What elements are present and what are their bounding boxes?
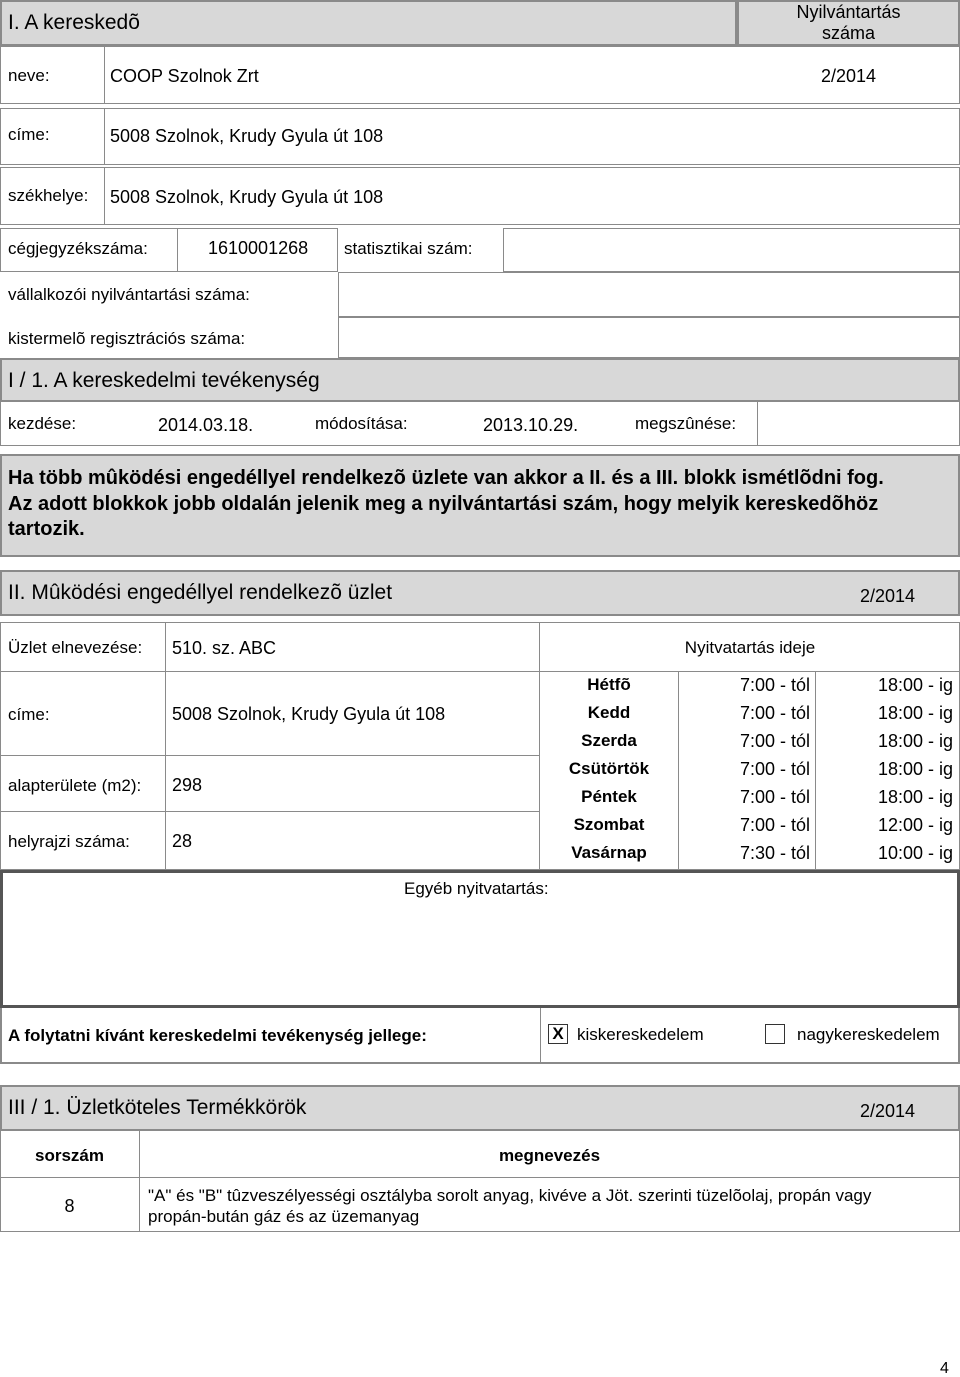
area-value-cell: [165, 756, 540, 812]
entrepreneur-label: vállalkozói nyilvántartási száma:: [8, 285, 250, 304]
hours-from: 7:00 - tól: [740, 787, 811, 807]
seat-label: székhelye:: [8, 186, 89, 205]
hours-to: 18:00 - ig: [878, 787, 954, 807]
hours-from: 7:30 - tól: [740, 843, 811, 863]
hours-from: 7:00 - tól: [740, 675, 811, 695]
company-reg-value: 1610001268: [208, 238, 309, 258]
hours-from: 7:00 - tól: [740, 759, 811, 779]
registry-label-line1: Nyilvántartás: [796, 2, 901, 22]
hours-from: 7:00 - tól: [740, 703, 811, 723]
day-label: Szerda: [581, 731, 637, 750]
stat-label: statisztikai szám:: [344, 239, 473, 258]
products-header-line: [0, 1177, 960, 1178]
start-label: kezdése:: [8, 414, 77, 433]
hours-from: 7:00 - tól: [740, 815, 811, 835]
other-hours-label: Egyéb nyitvatartás:: [404, 879, 549, 898]
parcel-label: helyrajzi száma:: [8, 832, 130, 851]
name-label: neve:: [8, 66, 50, 85]
section1-1-title: I / 1. A kereskedelmi tevékenység: [8, 369, 320, 392]
hours-to: 10:00 - ig: [878, 843, 954, 863]
modified-value: 2013.10.29.: [483, 415, 579, 435]
area-label: alapterülete (m2):: [8, 776, 142, 795]
modified-label: módosítása:: [315, 414, 408, 433]
registry-label-line2: száma: [821, 23, 875, 43]
end-label: megszûnése:: [635, 414, 737, 433]
smallproducer-label: kistermelõ regisztrációs száma:: [8, 329, 246, 348]
section3-registry-number: 2/2014: [860, 1101, 916, 1121]
retail-checkbox[interactable]: X: [548, 1024, 568, 1044]
from-column-line: [815, 672, 816, 870]
day-label: Csütörtök: [568, 759, 650, 778]
hours-to: 18:00 - ig: [878, 675, 954, 695]
stat-value-cell: [503, 228, 960, 272]
entrepreneur-value-cell: [338, 272, 960, 317]
day-label: Péntek: [581, 787, 637, 806]
registry-number: 2/2014: [821, 66, 877, 86]
wholesale-checkbox[interactable]: [765, 1024, 785, 1044]
address-label: címe:: [8, 125, 50, 144]
end-value-cell: [757, 402, 960, 446]
section2-title: II. Mûködési engedéllyel rendelkezõ üzlet: [8, 581, 393, 604]
days-column-line: [678, 672, 679, 870]
parcel-value-cell: [165, 812, 540, 870]
shop-address-label: címe:: [8, 705, 50, 724]
start-value: 2014.03.18.: [158, 415, 254, 435]
seat-value: 5008 Szolnok, Krudy Gyula út 108: [110, 187, 384, 207]
wholesale-label: nagykereskedelem: [797, 1025, 940, 1044]
hours-to: 18:00 - ig: [878, 703, 954, 723]
shop-address-value: 5008 Szolnok, Krudy Gyula út 108: [172, 704, 446, 724]
activity-label: A folytatni kívánt kereskedelmi tevékenység jellege:: [8, 1026, 427, 1045]
company-reg-label: cégjegyzékszáma:: [8, 239, 148, 258]
col-number-header: sorszám: [35, 1146, 104, 1165]
address-value: 5008 Szolnok, Krudy Gyula út 108: [110, 126, 384, 146]
day-label: Vasárnap: [571, 843, 647, 862]
col-name-header: megnevezés: [498, 1146, 601, 1165]
hours-to: 18:00 - ig: [878, 759, 954, 779]
product-number: 8: [64, 1196, 75, 1216]
opening-hours-label: Nyitvatartás ideje: [684, 638, 816, 657]
section1-title: I. A kereskedõ: [8, 11, 140, 34]
name-value: COOP Szolnok Zrt: [110, 66, 259, 86]
registry-label: [737, 2, 960, 44]
day-label: Hétfõ: [587, 675, 631, 694]
section2-registry-number: 2/2014: [860, 586, 916, 606]
day-label: Kedd: [587, 703, 631, 722]
hours-to: 12:00 - ig: [878, 815, 954, 835]
smallproducer-value-cell: [338, 317, 960, 358]
product-name: "A" és "B" tûzveszélyességi osztályba sorolt anyag, kivéve a Jöt. szerinti tüzelõolaj, propán vagy propán-bután gáz és az üzemanyag: [148, 1186, 872, 1226]
hours-to: 18:00 - ig: [878, 731, 954, 751]
area-value: 298: [172, 775, 203, 795]
retail-label: kiskereskedelem: [577, 1025, 704, 1044]
hours-from: 7:00 - tól: [740, 731, 811, 751]
shop-name-label: Üzlet elnevezése:: [8, 638, 143, 657]
parcel-value: 28: [172, 831, 193, 851]
section3-title: III / 1. Üzletköteles Termékkörök: [8, 1096, 307, 1119]
shop-name-value: 510. sz. ABC: [172, 638, 277, 658]
page-number: 4: [940, 1360, 949, 1377]
notice-text: Ha több mûködési engedéllyel rendelkezõ üzlete van akkor a II. és a III. blokk ismétlõdni fog. Az adott blokkok jobb oldalán jelenik meg a nyilvántartási szám, hogy melyik kereskedõhöz tartozik.: [8, 467, 884, 540]
day-label: Szombat: [573, 815, 645, 834]
